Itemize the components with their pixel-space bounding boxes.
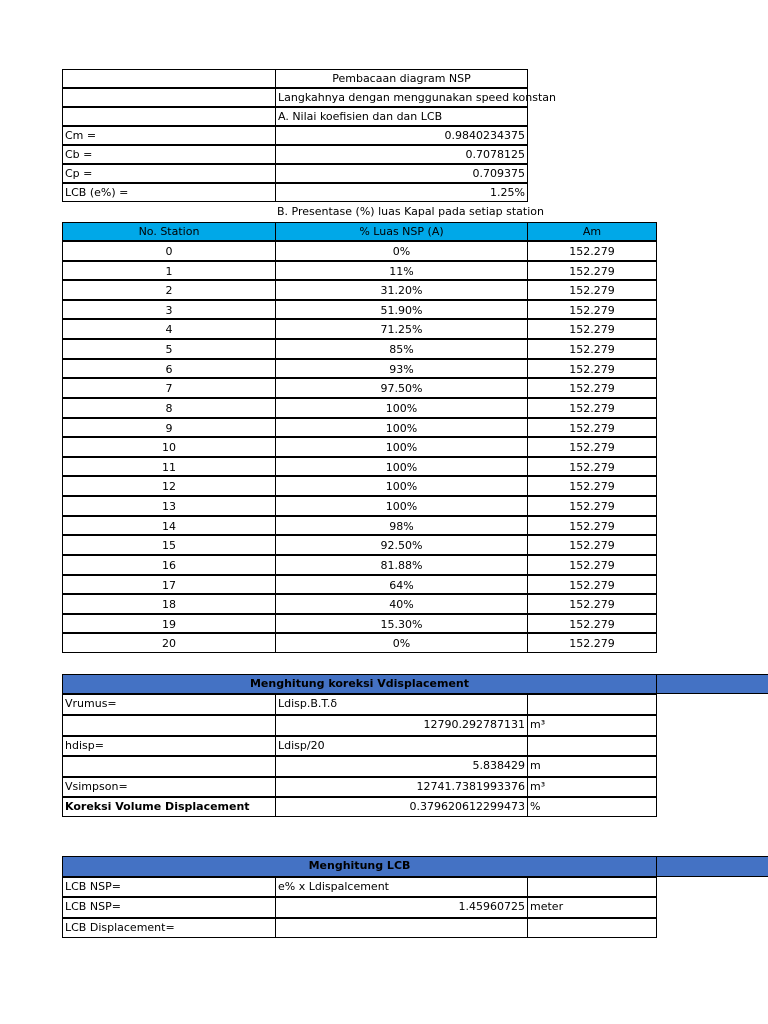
section-b-heading[interactable]: B. Presentase (%) luas Kapal pada setiap station [277, 205, 544, 218]
am-cell[interactable]: 152.279 [527, 378, 657, 398]
vdisp-title[interactable]: Menghitung koreksi Vdisplacement [62, 674, 657, 694]
lcb-nsp-value[interactable]: 1.45960725 [275, 897, 528, 918]
luas-nsp-cell[interactable]: 97.50% [275, 378, 528, 398]
luas-nsp-cell[interactable]: 100% [275, 398, 528, 418]
table-row [0, 359, 768, 379]
vsimpson-unit[interactable]: m³ [527, 777, 657, 797]
station-number-cell[interactable]: 13 [62, 496, 276, 516]
column-header-am[interactable]: Am [527, 222, 657, 241]
am-cell[interactable]: 152.279 [527, 496, 657, 516]
station-number-cell[interactable]: 14 [62, 516, 276, 536]
table-row [0, 594, 768, 614]
table-row [0, 319, 768, 339]
param-label[interactable]: Cm = [62, 126, 276, 145]
am-cell[interactable]: 152.279 [527, 398, 657, 418]
station-number-cell[interactable]: 4 [62, 319, 276, 339]
station-number-cell[interactable]: 2 [62, 280, 276, 300]
table-row [0, 575, 768, 595]
hdisp-label[interactable]: hdisp= [62, 736, 276, 756]
station-number-cell[interactable]: 19 [62, 614, 276, 634]
am-cell[interactable]: 152.279 [527, 535, 657, 555]
empty-cell[interactable] [62, 69, 276, 88]
koreksi-row [0, 797, 768, 817]
am-cell[interactable]: 152.279 [527, 261, 657, 281]
am-cell[interactable]: 152.279 [527, 300, 657, 320]
koreksi-unit[interactable]: % [527, 797, 657, 817]
am-cell[interactable]: 152.279 [527, 418, 657, 438]
empty-cell[interactable] [62, 756, 276, 777]
station-table-header [0, 222, 768, 241]
lcb-nsp-unit[interactable]: meter [527, 897, 657, 918]
table-row [0, 398, 768, 418]
table-row [0, 457, 768, 477]
empty-cell[interactable] [527, 736, 657, 756]
subtitle-text[interactable]: Langkahnya dengan menggunakan speed konstan [275, 88, 528, 107]
table-row [0, 516, 768, 536]
station-number-cell[interactable]: 9 [62, 418, 276, 438]
lcb-nsp-row [0, 877, 768, 897]
column-header-luas[interactable]: % Luas NSP (A) [275, 222, 528, 241]
am-cell[interactable]: 152.279 [527, 437, 657, 457]
hdisp-formula[interactable]: Ldisp/20 [275, 736, 528, 756]
station-number-cell[interactable]: 8 [62, 398, 276, 418]
am-cell[interactable]: 152.279 [527, 516, 657, 536]
luas-nsp-cell[interactable]: 100% [275, 476, 528, 496]
param-value[interactable]: 0.9840234375 [275, 126, 528, 145]
vrumus-value-row [0, 715, 768, 736]
luas-nsp-cell[interactable]: 100% [275, 437, 528, 457]
luas-nsp-cell[interactable]: 15.30% [275, 614, 528, 634]
empty-cell[interactable] [62, 715, 276, 736]
empty-cell[interactable] [62, 107, 276, 126]
table-row [0, 378, 768, 398]
station-number-cell[interactable]: 1 [62, 261, 276, 281]
param-row [0, 183, 768, 202]
am-cell[interactable]: 152.279 [527, 575, 657, 595]
station-number-cell[interactable]: 5 [62, 339, 276, 359]
vdisp-title-row [0, 674, 768, 694]
param-row [0, 164, 768, 183]
lcb-nsp-formula[interactable]: e% x Ldispalcement [275, 877, 528, 897]
am-cell[interactable]: 152.279 [527, 359, 657, 379]
section-a-row [0, 107, 768, 126]
table-row [0, 633, 768, 653]
station-number-cell[interactable]: 20 [62, 633, 276, 653]
empty-cell[interactable] [527, 877, 657, 897]
lcb-disp-row [0, 918, 768, 938]
station-number-cell[interactable]: 6 [62, 359, 276, 379]
luas-nsp-cell[interactable]: 0% [275, 633, 528, 653]
vrumus-label[interactable]: Vrumus= [62, 694, 276, 715]
station-number-cell[interactable]: 0 [62, 241, 276, 261]
luas-nsp-cell[interactable]: 81.88% [275, 555, 528, 575]
luas-nsp-cell[interactable]: 40% [275, 594, 528, 614]
vrumus-row [0, 694, 768, 715]
param-value[interactable]: 0.709375 [275, 164, 528, 183]
station-number-cell[interactable]: 11 [62, 457, 276, 477]
empty-cell[interactable] [62, 88, 276, 107]
station-number-cell[interactable]: 10 [62, 437, 276, 457]
table-row [0, 496, 768, 516]
vsimpson-value[interactable]: 12741.7381993376 [275, 777, 528, 797]
table-row [0, 261, 768, 281]
table-row [0, 476, 768, 496]
lcb-nsp-label[interactable]: LCB NSP= [62, 897, 276, 918]
luas-nsp-cell[interactable]: 92.50% [275, 535, 528, 555]
luas-nsp-cell[interactable]: 0% [275, 241, 528, 261]
title-row [0, 69, 768, 88]
table-row [0, 300, 768, 320]
empty-cell[interactable] [275, 918, 528, 938]
station-number-cell[interactable]: 17 [62, 575, 276, 595]
table-row [0, 241, 768, 261]
param-label[interactable]: Cb = [62, 145, 276, 164]
station-number-cell[interactable]: 7 [62, 378, 276, 398]
vrumus-value[interactable]: 12790.292787131 [275, 715, 528, 736]
vsimpson-label[interactable]: Vsimpson= [62, 777, 276, 797]
param-label[interactable]: Cp = [62, 164, 276, 183]
table-row [0, 280, 768, 300]
luas-nsp-cell[interactable]: 98% [275, 516, 528, 536]
section-b-row [0, 203, 768, 222]
station-number-cell[interactable]: 18 [62, 594, 276, 614]
am-cell[interactable]: 152.279 [527, 614, 657, 634]
table-title[interactable]: Pembacaan diagram NSP [275, 69, 528, 88]
vrumus-unit[interactable]: m³ [527, 715, 657, 736]
luas-nsp-cell[interactable]: 100% [275, 496, 528, 516]
am-cell[interactable]: 152.279 [527, 476, 657, 496]
koreksi-value[interactable]: 0.379620612299473 [275, 797, 528, 817]
lcb-title[interactable]: Menghitung LCB [62, 856, 657, 877]
lcb-disp-label[interactable]: LCB Displacement= [62, 918, 276, 938]
am-cell[interactable]: 152.279 [527, 594, 657, 614]
lcb-title-row [0, 856, 768, 877]
luas-nsp-cell[interactable]: 100% [275, 457, 528, 477]
table-row [0, 437, 768, 457]
station-number-cell[interactable]: 15 [62, 535, 276, 555]
table-row [0, 614, 768, 634]
am-cell[interactable]: 152.279 [527, 457, 657, 477]
param-label[interactable]: LCB (e%) = [62, 183, 276, 202]
param-row [0, 126, 768, 145]
station-number-cell[interactable]: 16 [62, 555, 276, 575]
table-row [0, 339, 768, 359]
luas-nsp-cell[interactable]: 100% [275, 418, 528, 438]
hdisp-row [0, 736, 768, 756]
lcb-nsp-label[interactable]: LCB NSP= [62, 877, 276, 897]
luas-nsp-cell[interactable]: 71.25% [275, 319, 528, 339]
luas-nsp-cell[interactable]: 51.90% [275, 300, 528, 320]
vsimpson-row [0, 777, 768, 797]
luas-nsp-cell[interactable]: 85% [275, 339, 528, 359]
hdisp-value-row [0, 756, 768, 777]
table-row [0, 555, 768, 575]
am-cell[interactable]: 152.279 [527, 319, 657, 339]
empty-cell[interactable] [527, 694, 657, 715]
luas-nsp-cell[interactable]: 93% [275, 359, 528, 379]
lcb-nsp-value-row [0, 897, 768, 918]
param-value[interactable]: 0.7078125 [275, 145, 528, 164]
am-cell[interactable]: 152.279 [527, 241, 657, 261]
column-header-station[interactable]: No. Station [62, 222, 276, 241]
luas-nsp-cell[interactable]: 64% [275, 575, 528, 595]
luas-nsp-cell[interactable]: 11% [275, 261, 528, 281]
subtitle-row [0, 88, 768, 107]
param-value[interactable]: 1.25% [275, 183, 528, 202]
table-row [0, 535, 768, 555]
hdisp-unit[interactable]: m [527, 756, 657, 777]
param-row [0, 145, 768, 164]
empty-cell[interactable] [527, 918, 657, 938]
luas-nsp-cell[interactable]: 31.20% [275, 280, 528, 300]
am-cell[interactable]: 152.279 [527, 633, 657, 653]
am-cell[interactable]: 152.279 [527, 280, 657, 300]
station-number-cell[interactable]: 3 [62, 300, 276, 320]
koreksi-label[interactable]: Koreksi Volume Displacement [62, 797, 276, 817]
am-cell[interactable]: 152.279 [527, 555, 657, 575]
station-number-cell[interactable]: 12 [62, 476, 276, 496]
section-a-heading[interactable]: A. Nilai koefisien dan dan LCB [275, 107, 528, 126]
vrumus-formula[interactable]: Ldisp.B.T.δ [275, 694, 528, 715]
hdisp-value[interactable]: 5.838429 [275, 756, 528, 777]
am-cell[interactable]: 152.279 [527, 339, 657, 359]
table-row [0, 418, 768, 438]
